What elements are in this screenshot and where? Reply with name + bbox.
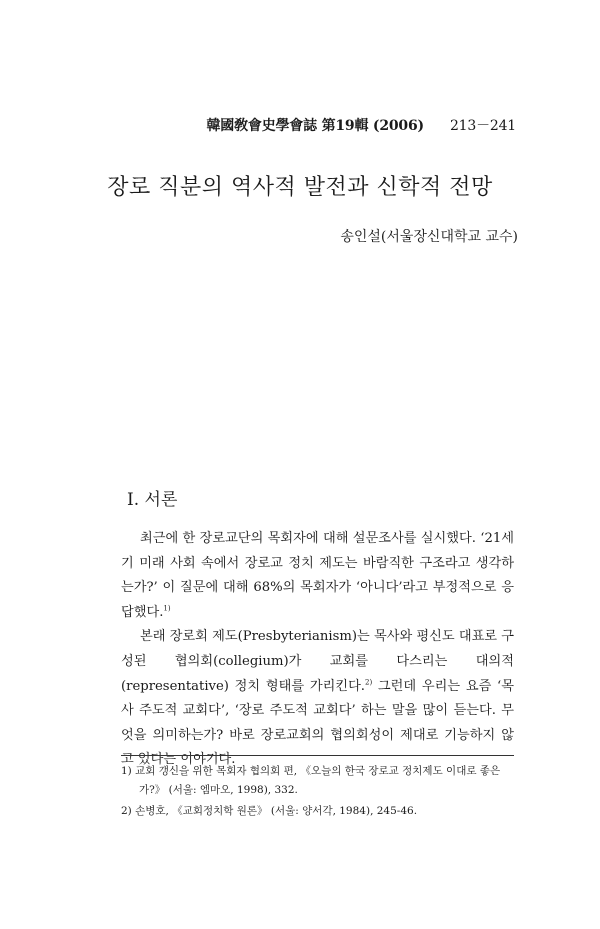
footnote-divider: [121, 755, 514, 756]
footnote-ref: 2): [365, 678, 373, 687]
paragraph-text: 그런데 우리는 요즘 ‘목사 주도적 교회다’, ‘장로 주도적 교회다’ 하는 말을 많이 듣는다. 무엇을 의미하는가? 바로 장로교회의 협의회성이 제대로 기능하지 않고 있다는 이야기다.: [121, 678, 514, 768]
running-header: [207, 115, 517, 135]
author-affiliation: 송인설(서울장신대학교 교수): [340, 229, 518, 245]
footnote-ref: 1): [163, 604, 171, 613]
paragraph-text: 본래 장로회 제도(Presbyterianism)는 목사와 평신도 대표로 구성된 협의회(collegium)가 교회를 다스리는 대의적(representative) 정치 형태를 가리킨다.: [121, 629, 514, 694]
body-text: [121, 527, 514, 773]
footnote: 2) 손병호, 《교회정치학 원론》 (서울: 양서각, 1984), 245-46.: [121, 805, 418, 817]
paragraph: [121, 527, 514, 625]
page-range: 213－241: [449, 118, 516, 134]
journal-citation: 韓國敎會史學會誌 第19輯 (2006): [206, 118, 424, 134]
paragraph: [121, 625, 514, 773]
article-title: 장로 직분의 역사적 발전과 신학적 전망: [107, 175, 493, 200]
footnote: 1) 교회 갱신을 위한 목회자 협의회 편, 《오늘의 한국 장로교 정치제도 이대로 좋은가?》 (서울: 엠마오, 1998), 332.: [121, 765, 501, 796]
section-heading: I. 서론: [127, 490, 178, 510]
paragraph-text: 최근에 한 장로교단의 목회자에 대해 설문조사를 실시했다. ‘21세기 미래 사회 속에서 장로교 정치 제도는 바람직한 구조라고 생각하는가?’ 이 질문에 대해 68%의 목회자가 ‘아니다’라고 부정적으로 응답했다.: [121, 531, 514, 620]
footnotes: [121, 762, 514, 823]
